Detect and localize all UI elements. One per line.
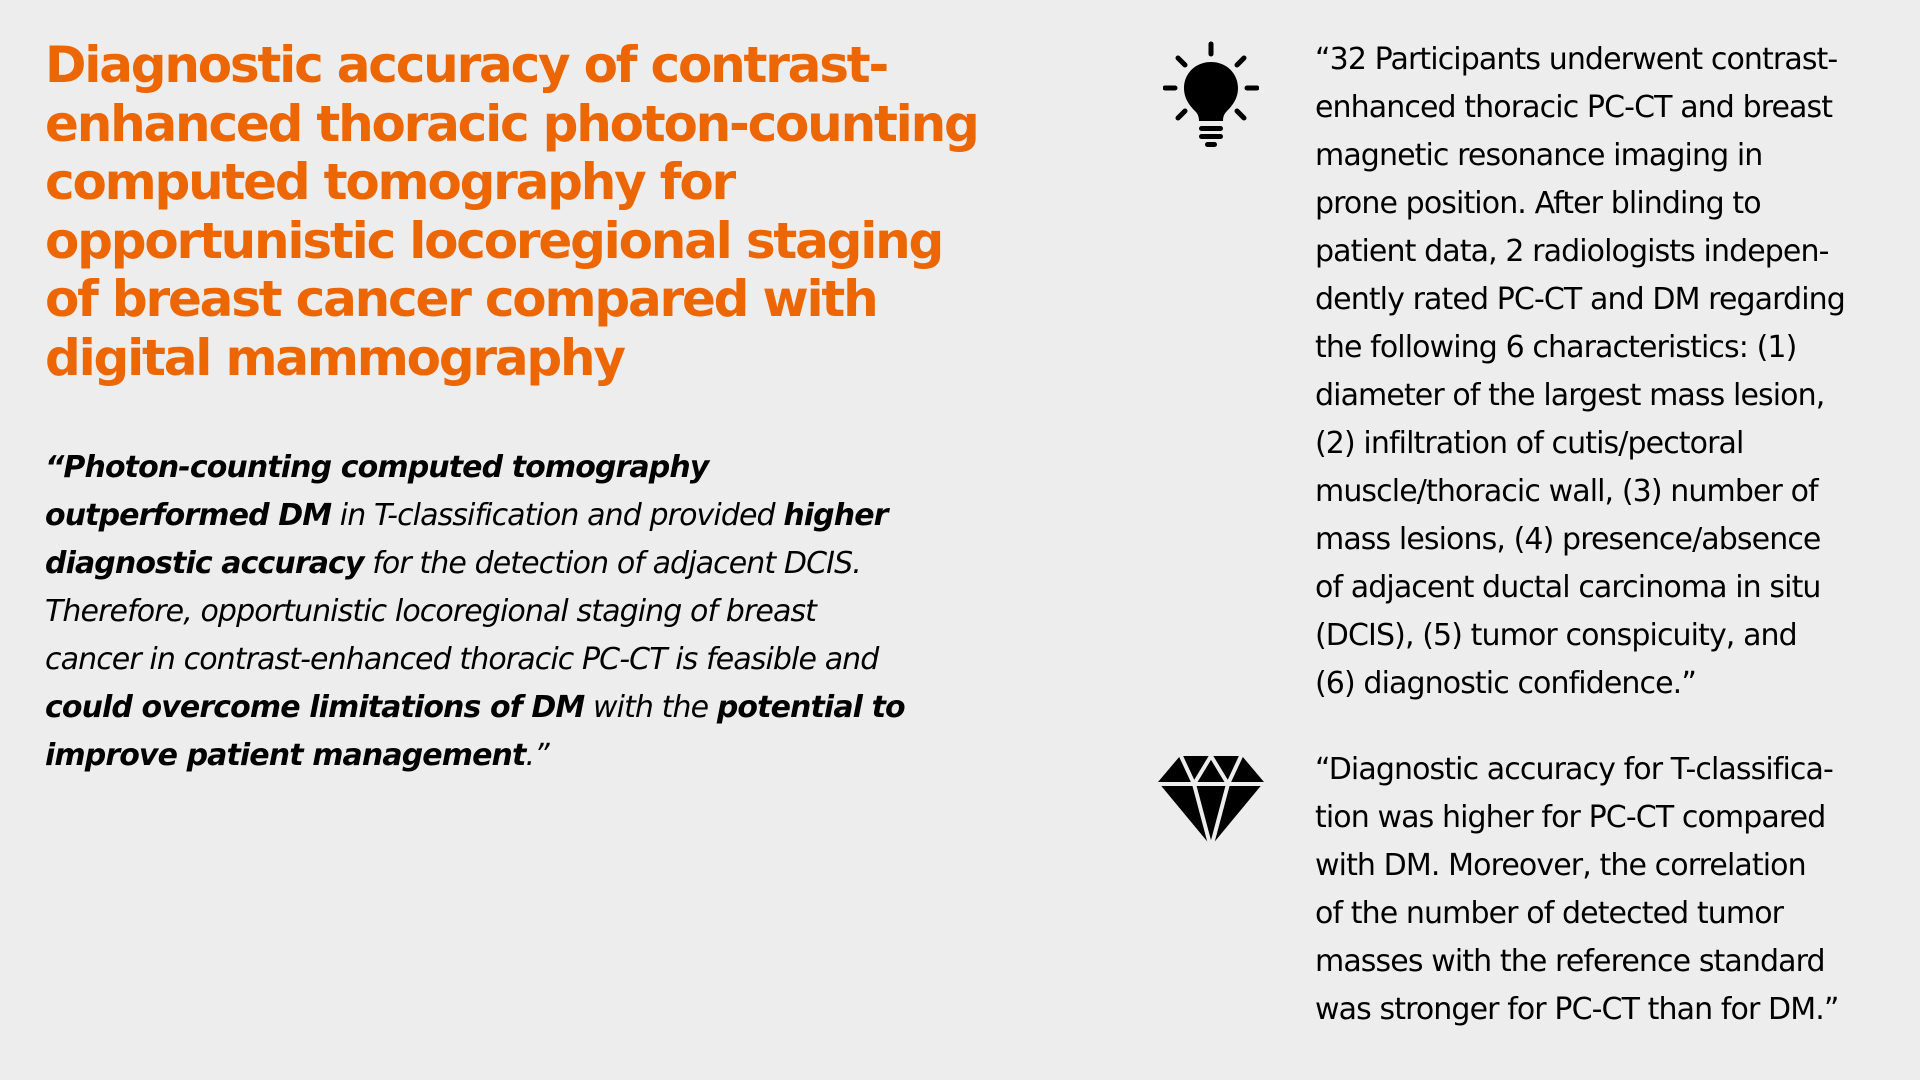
- quote-line: muscle/thoracic wall, (3) number of: [1315, 474, 1818, 509]
- quote-emphasis: “Photon-counting computed tomography: [45, 450, 709, 485]
- title-line: Diagnostic accuracy of contrast-: [45, 36, 888, 94]
- quote-text: cancer in contrast-enhanced thoracic PC-CT is feasible and: [45, 642, 879, 677]
- title-line: digital mammography: [45, 328, 624, 387]
- quote-line: [45, 444, 1005, 492]
- quote-line: [45, 588, 1005, 636]
- quote-emphasis: diagnostic accuracy: [45, 546, 364, 581]
- title-line: opportunistic locoregional staging: [45, 211, 943, 270]
- quote-line: patient data, 2 radiologists indepen-: [1315, 234, 1829, 269]
- quote-line: tion was higher for PC-CT compared: [1315, 800, 1826, 835]
- quote-line: “32 Participants underwent contrast-: [1315, 42, 1838, 77]
- quote-line: mass lesions, (4) presence/absence: [1315, 522, 1821, 557]
- key-quote: [45, 444, 1005, 780]
- quote-line: enhanced thoracic PC-CT and breast: [1315, 90, 1833, 125]
- lightbulb-icon: [1163, 40, 1259, 150]
- quote-line: with DM. Moreover, the correlation: [1315, 848, 1806, 883]
- title-line: computed tomography for: [45, 153, 734, 211]
- quote-line: [45, 492, 1005, 540]
- quote-emphasis: higher: [783, 498, 888, 533]
- quote-line: diameter of the largest mass lesion,: [1315, 378, 1825, 413]
- quote-line: magnetic resonance imaging in: [1315, 138, 1763, 173]
- quote-line: [45, 636, 1005, 684]
- quote-line: (6) diagnostic confidence.”: [1315, 666, 1696, 701]
- quote-text: Therefore, opportunistic locoregional staging of breast: [45, 594, 817, 629]
- title-line: enhanced thoracic photon-counting: [45, 94, 978, 153]
- diamond-icon: [1156, 752, 1266, 848]
- results-quote: [1315, 746, 1915, 1034]
- quote-emphasis: potential to: [716, 690, 905, 725]
- quote-emphasis: outperformed DM: [45, 498, 332, 533]
- methods-quote: [1315, 36, 1915, 708]
- quote-line: prone position. After blinding to: [1315, 186, 1761, 221]
- quote-line: of adjacent ductal carcinoma in situ: [1315, 570, 1821, 605]
- quote-emphasis: could overcome limitations of DM: [45, 690, 585, 725]
- quote-emphasis: improve patient management: [45, 738, 526, 773]
- quote-text: in T-classification and provided: [331, 498, 784, 533]
- page-title: [45, 36, 1005, 387]
- quote-line: masses with the reference standard: [1315, 944, 1825, 979]
- quote-line: the following 6 characteristics: (1): [1315, 330, 1797, 365]
- quote-line: “Diagnostic accuracy for T-classifica-: [1315, 752, 1833, 787]
- quote-line: was stronger for PC-CT than for DM.”: [1315, 992, 1839, 1027]
- quote-line: [45, 732, 1005, 780]
- quote-line: [45, 684, 1005, 732]
- quote-line: [45, 540, 1005, 588]
- quote-line: dently rated PC-CT and DM regarding: [1315, 282, 1845, 317]
- quote-text: .”: [525, 738, 549, 773]
- title-line: of breast cancer compared with: [45, 270, 877, 328]
- quote-line: of the number of detected tumor: [1315, 896, 1784, 931]
- quote-line: (DCIS), (5) tumor conspicuity, and: [1315, 618, 1797, 653]
- quote-line: (2) infiltration of cutis/pectoral: [1315, 426, 1744, 461]
- quote-text: for the detection of adjacent DCIS.: [363, 546, 861, 581]
- quote-text: with the: [584, 690, 717, 725]
